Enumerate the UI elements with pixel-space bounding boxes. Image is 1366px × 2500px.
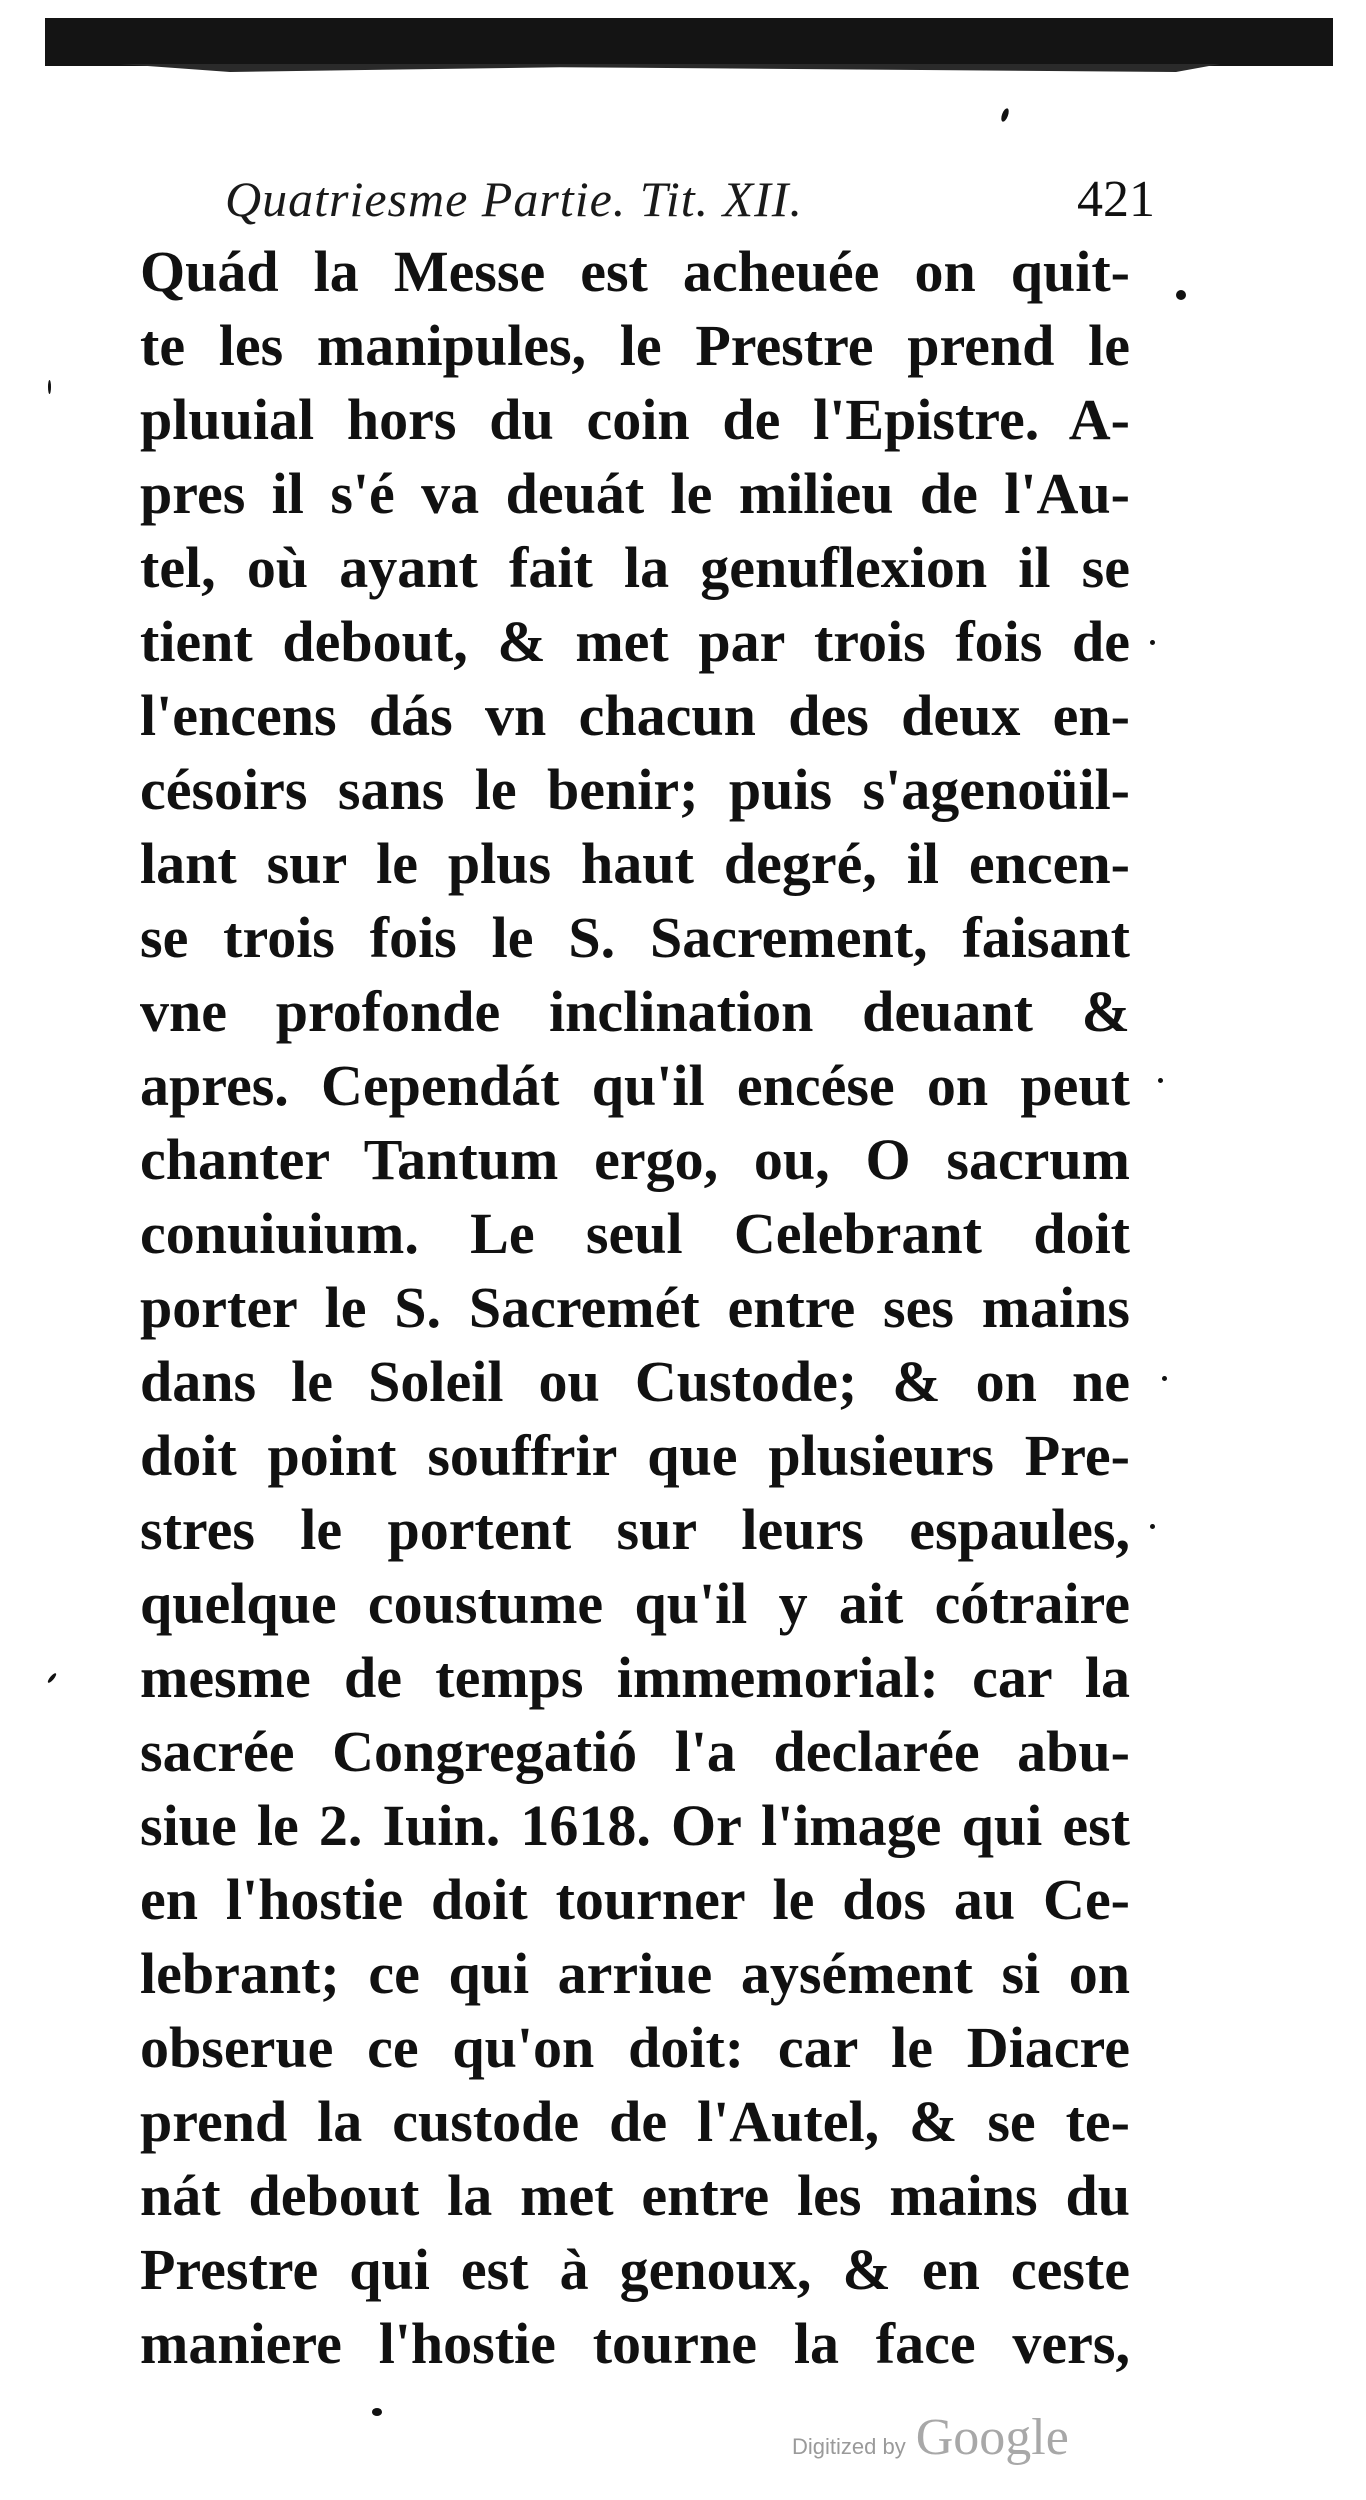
text-line: se trois fois le S. Sacrement, faisant: [140, 905, 1130, 970]
text-line: mesme de temps immemorial: car la: [140, 1645, 1130, 1710]
scan-border-top: [45, 18, 1333, 66]
text-line: chanter Tantum ergo, ou, O sacrum: [140, 1127, 1130, 1192]
text-line: tient debout, & met par trois fois de: [140, 609, 1130, 674]
text-line: conuiuium. Le seul Celebrant doit: [140, 1201, 1130, 1266]
text-line: en l'hostie doit tourner le dos au Ce-: [140, 1867, 1130, 1932]
text-line: quelque coustume qu'il y ait cótraire: [140, 1571, 1130, 1636]
text-line: nát debout la met entre les mains du: [140, 2163, 1130, 2228]
text-line: vne profonde inclination deuant &: [140, 979, 1130, 1044]
text-line: doit point souffrir que plusieurs Pre-: [140, 1423, 1130, 1488]
text-line: lant sur le plus haut degré, il encen-: [140, 831, 1130, 896]
text-line: siue le 2. Iuin. 1618. Or l'image qui est: [140, 1793, 1130, 1858]
scan-speck: [1176, 290, 1186, 300]
scan-speck: [47, 1672, 58, 1684]
text-line: te les manipules, le Prestre prend le: [140, 313, 1130, 378]
text-line: prend la custode de l'Autel, & se te-: [140, 2089, 1130, 2154]
scan-speck: [1162, 1376, 1167, 1381]
google-logo: Google: [915, 2409, 1069, 2466]
text-line: porter le S. Sacremét entre ses mains: [140, 1275, 1130, 1340]
text-line: pluuial hors du coin de l'Epistre. A-: [140, 387, 1130, 452]
scan-speck: [1150, 1524, 1155, 1529]
page-header: [225, 170, 1155, 240]
digitized-watermark: [792, 2408, 1069, 2467]
text-line: l'encens dás vn chacun des deux en-: [140, 683, 1130, 748]
text-line: stres le portent sur leurs espaules,: [140, 1497, 1130, 1562]
digitized-by-label: Digitized by: [792, 2434, 906, 2459]
text-line: dans le Soleil ou Custode; & on ne: [140, 1349, 1130, 1414]
page-number: 421: [1077, 171, 1155, 228]
running-head: Quatriesme Partie. Tit. XII.: [225, 171, 803, 227]
text-line: lebrant; ce qui arriue aysément si on: [140, 1941, 1130, 2006]
scan-speck: [1158, 1078, 1163, 1083]
text-line: Prestre qui est à genoux, & en ceste: [140, 2237, 1130, 2302]
text-line: pres il s'é va deuát le milieu de l'Au-: [140, 461, 1130, 526]
text-line: maniere l'hostie tourne la face vers,: [140, 2311, 1130, 2376]
text-line: sacrée Congregatió l'a declarée abu-: [140, 1719, 1130, 1784]
text-line: Quád la Messe est acheuée on quit-: [140, 239, 1130, 304]
scan-border-edge: [120, 64, 1220, 72]
body-text: [140, 235, 1130, 2381]
text-line: césoirs sans le benir; puis s'agenoüil-: [140, 757, 1130, 822]
scan-speck: [48, 380, 51, 394]
text-line: tel, où ayant fait la genuflexion il se: [140, 535, 1130, 600]
text-line: obserue ce qu'on doit: car le Diacre: [140, 2015, 1130, 2080]
text-line: apres. Cependát qu'il encése on peut: [140, 1053, 1130, 1118]
scan-speck: [1000, 107, 1010, 122]
scan-speck: [372, 2408, 382, 2416]
scan-speck: [1150, 640, 1155, 645]
